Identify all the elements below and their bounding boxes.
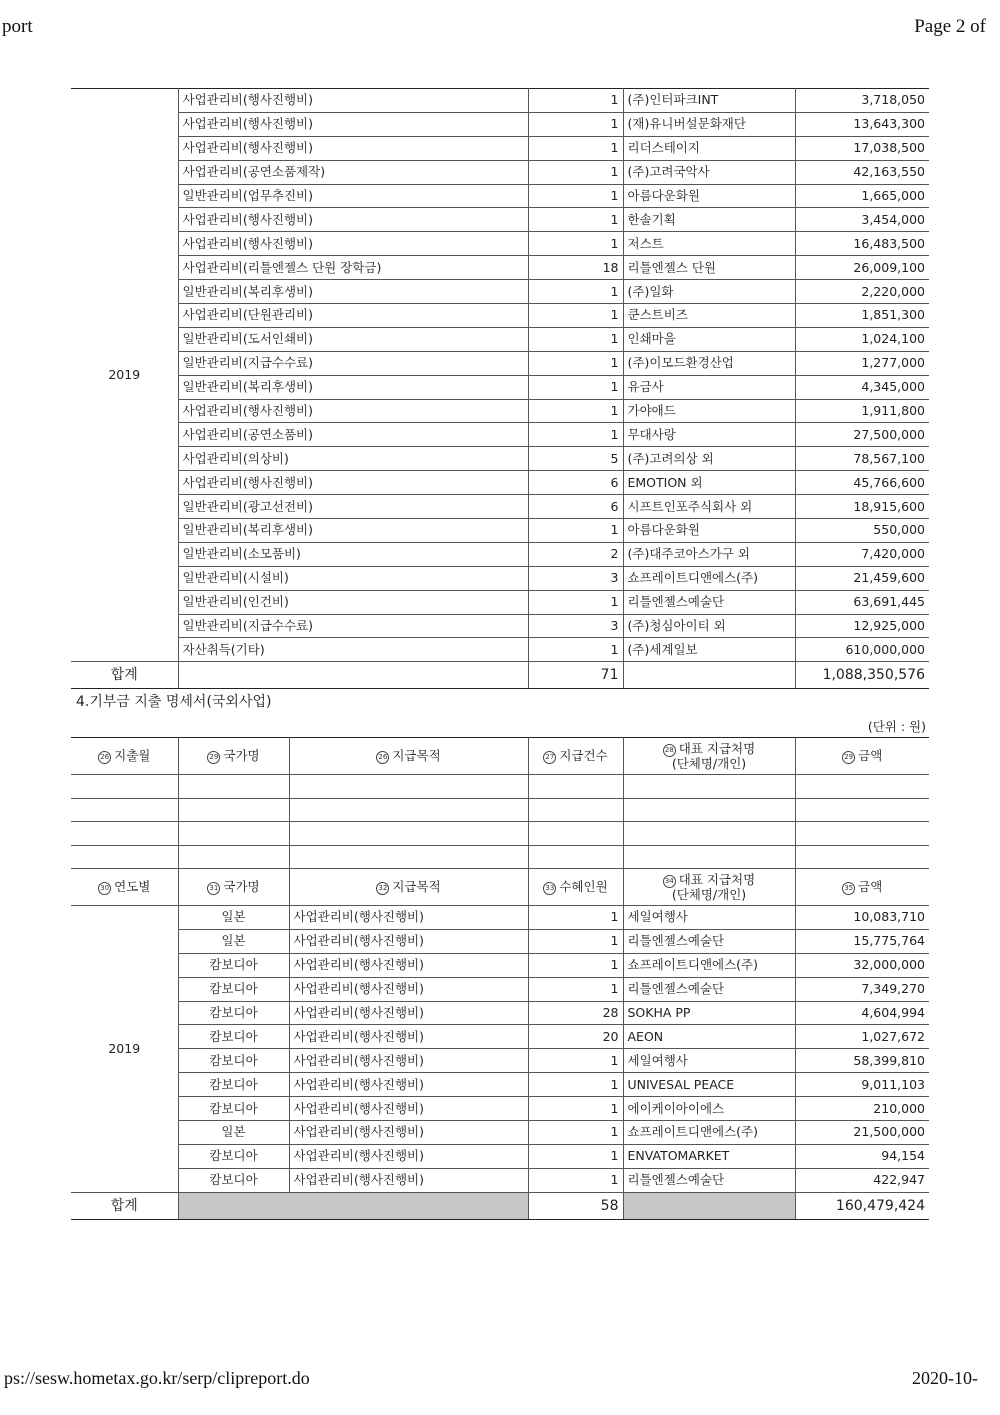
payee-cell: 리틀엔젤스 단원 [623, 256, 795, 280]
payee-cell: (주)세계일보 [623, 638, 795, 662]
amount-cell: 1,665,000 [795, 184, 929, 208]
purpose-cell: 사업관리비(행사진행비) [178, 232, 528, 256]
payee-cell: UNIVESAL PEACE [623, 1073, 795, 1097]
purpose-cell: 사업관리비(행사진행비) [178, 471, 528, 495]
count-cell: 1 [528, 1049, 623, 1073]
col-header-payee: 28 대표 지급처명 (단체명/개인) [623, 738, 795, 775]
country-cell: 일본 [178, 906, 289, 930]
purpose-cell: 일반관리비(소모품비) [178, 542, 528, 566]
purpose-cell: 사업관리비(행사진행비) [178, 399, 528, 423]
total-blank [623, 662, 795, 689]
total-label: 합계 [71, 1192, 178, 1219]
country-cell: 캄보디아 [178, 1168, 289, 1192]
count-cell: 1 [528, 399, 623, 423]
purpose-cell: 일반관리비(시설비) [178, 566, 528, 590]
count-cell: 1 [528, 423, 623, 447]
payee-cell: 리틀엔젤스예술단 [623, 590, 795, 614]
table-row [71, 327, 929, 351]
table-row [71, 929, 929, 953]
amount-cell: 7,349,270 [795, 977, 929, 1001]
total-row [71, 662, 929, 689]
purpose-cell: 일반관리비(인건비) [178, 590, 528, 614]
col-header-payee: 34 대표 지급처명 (단체명/개인) [623, 869, 795, 906]
empty-row [71, 845, 929, 869]
amount-cell: 550,000 [795, 519, 929, 543]
amount-cell: 9,011,103 [795, 1073, 929, 1097]
table-row [71, 495, 929, 519]
country-cell: 캄보디아 [178, 953, 289, 977]
col-header-country: 31 국가명 [178, 869, 289, 906]
count-cell: 1 [528, 638, 623, 662]
print-header-title: port [2, 16, 33, 37]
amount-cell: 16,483,500 [795, 232, 929, 256]
table-row [71, 977, 929, 1001]
section-title: 4.기부금 지출 명세서(국외사업) [76, 694, 272, 710]
count-cell: 1 [528, 112, 623, 136]
purpose-cell: 사업관리비(행사진행비) [289, 977, 528, 1001]
table-row [71, 590, 929, 614]
table-row [71, 906, 929, 930]
count-cell: 1 [528, 160, 623, 184]
col-header-month: 26 지출월 [71, 738, 178, 775]
count-cell: 1 [528, 136, 623, 160]
table-row [71, 89, 929, 113]
amount-cell: 42,163,550 [795, 160, 929, 184]
payee-cell: 아름다운화원 [623, 519, 795, 543]
table-row [71, 1025, 929, 1049]
payee-cell: 리틀엔젤스예술단 [623, 977, 795, 1001]
payee-cell: (주)인터파크INT [623, 89, 795, 113]
table-row [71, 638, 929, 662]
col-header-purpose: 26 지급목적 [289, 738, 528, 775]
total-label: 합계 [71, 662, 178, 689]
table-row [71, 1168, 929, 1192]
payee-cell: 저스트 [623, 232, 795, 256]
count-cell: 1 [528, 929, 623, 953]
purpose-cell: 사업관리비(행사진행비) [178, 136, 528, 160]
payee-cell: (주)청심아이티 외 [623, 614, 795, 638]
table-row [71, 423, 929, 447]
purpose-cell: 일반관리비(업무추진비) [178, 184, 528, 208]
amount-cell: 1,911,800 [795, 399, 929, 423]
table-row [71, 1049, 929, 1073]
count-cell: 1 [528, 351, 623, 375]
purpose-cell: 일반관리비(복리후생비) [178, 280, 528, 304]
col-header-purpose: 32 지급목적 [289, 869, 528, 906]
overseas-expense-table [71, 737, 929, 1220]
count-cell: 1 [528, 304, 623, 328]
purpose-cell: 사업관리비(행사진행비) [289, 1144, 528, 1168]
purpose-cell: 사업관리비(행사진행비) [289, 906, 528, 930]
amount-cell: 45,766,600 [795, 471, 929, 495]
col-header-beneficiaries: 33 수혜인원 [528, 869, 623, 906]
amount-cell: 15,775,764 [795, 929, 929, 953]
payee-cell: 유금사 [623, 375, 795, 399]
table-row [71, 112, 929, 136]
country-cell: 캄보디아 [178, 977, 289, 1001]
table-row [71, 304, 929, 328]
count-cell: 1 [528, 906, 623, 930]
count-cell: 1 [528, 280, 623, 304]
header-row-yearly [71, 869, 929, 906]
purpose-cell: 사업관리비(행사진행비) [289, 1097, 528, 1121]
amount-cell: 422,947 [795, 1168, 929, 1192]
total-amount: 1,088,350,576 [795, 662, 929, 689]
amount-cell: 610,000,000 [795, 638, 929, 662]
payee-cell: 가야애드 [623, 399, 795, 423]
amount-cell: 1,851,300 [795, 304, 929, 328]
amount-cell: 26,009,100 [795, 256, 929, 280]
count-cell: 18 [528, 256, 623, 280]
count-cell: 6 [528, 471, 623, 495]
amount-cell: 7,420,000 [795, 542, 929, 566]
count-cell: 1 [528, 184, 623, 208]
amount-cell: 12,925,000 [795, 614, 929, 638]
table-row [71, 208, 929, 232]
purpose-cell: 사업관리비(단원관리비) [178, 304, 528, 328]
total-amount: 160,479,424 [795, 1192, 929, 1219]
purpose-cell: 사업관리비(의상비) [178, 447, 528, 471]
purpose-cell: 일반관리비(광고선전비) [178, 495, 528, 519]
purpose-cell: 일반관리비(복리후생비) [178, 519, 528, 543]
print-header-page: Page 2 of [914, 16, 986, 37]
table-row [71, 375, 929, 399]
payee-cell: (주)고려의상 외 [623, 447, 795, 471]
count-cell: 6 [528, 495, 623, 519]
amount-cell: 94,154 [795, 1144, 929, 1168]
country-cell: 캄보디아 [178, 1025, 289, 1049]
col-header-amount: 35 금액 [795, 869, 929, 906]
payee-cell: (주)대주코아스가구 외 [623, 542, 795, 566]
amount-cell: 3,454,000 [795, 208, 929, 232]
payee-cell: 리더스테이지 [623, 136, 795, 160]
count-cell: 3 [528, 566, 623, 590]
purpose-cell: 사업관리비(행사진행비) [289, 1168, 528, 1192]
total-row [71, 1192, 929, 1219]
payee-cell: (주)고려국악사 [623, 160, 795, 184]
country-cell: 캄보디아 [178, 1097, 289, 1121]
payee-cell: 아름다운화원 [623, 184, 795, 208]
purpose-cell: 사업관리비(행사진행비) [289, 1049, 528, 1073]
count-cell: 1 [528, 89, 623, 113]
purpose-cell: 사업관리비(리틀엔젤스 단원 장학금) [178, 256, 528, 280]
payee-cell: 리틀엔젤스예술단 [623, 929, 795, 953]
table-row [71, 566, 929, 590]
country-cell: 일본 [178, 929, 289, 953]
amount-cell: 21,459,600 [795, 566, 929, 590]
amount-cell: 13,643,300 [795, 112, 929, 136]
payee-cell: 세일여행사 [623, 906, 795, 930]
domestic-expense-table [71, 88, 929, 689]
table-row [71, 1001, 929, 1025]
purpose-cell: 사업관리비(행사진행비) [289, 1025, 528, 1049]
count-cell: 20 [528, 1025, 623, 1049]
table-row [71, 184, 929, 208]
payee-cell: 무대사랑 [623, 423, 795, 447]
table-row [71, 256, 929, 280]
table-row [71, 136, 929, 160]
amount-cell: 17,038,500 [795, 136, 929, 160]
amount-cell: 21,500,000 [795, 1121, 929, 1145]
count-cell: 1 [528, 1121, 623, 1145]
table-row [71, 160, 929, 184]
amount-cell: 210,000 [795, 1097, 929, 1121]
purpose-cell: 일반관리비(도서인쇄비) [178, 327, 528, 351]
amount-cell: 78,567,100 [795, 447, 929, 471]
payee-cell: 세일여행사 [623, 1049, 795, 1073]
header-row-monthly [71, 738, 929, 775]
payee-cell: 쇼프레이트디앤에스(주) [623, 953, 795, 977]
country-cell: 캄보디아 [178, 1049, 289, 1073]
col-header-year: 30 연도별 [71, 869, 178, 906]
purpose-cell: 사업관리비(공연소품제작) [178, 160, 528, 184]
amount-cell: 10,083,710 [795, 906, 929, 930]
country-cell: 캄보디아 [178, 1001, 289, 1025]
payee-cell: 한솔기획 [623, 208, 795, 232]
count-cell: 1 [528, 1097, 623, 1121]
count-cell: 1 [528, 977, 623, 1001]
payee-cell: 쇼프레이트디앤에스(주) [623, 566, 795, 590]
amount-cell: 1,024,100 [795, 327, 929, 351]
purpose-cell: 일반관리비(지급수수료) [178, 351, 528, 375]
table-row [71, 471, 929, 495]
payee-cell: SOKHA PP [623, 1001, 795, 1025]
count-cell: 1 [528, 1168, 623, 1192]
table-row [71, 447, 929, 471]
total-count: 71 [528, 662, 623, 689]
col-header-country: 29 국가명 [178, 738, 289, 775]
empty-row [71, 775, 929, 799]
table-row [71, 1073, 929, 1097]
col-header-amount: 29 금액 [795, 738, 929, 775]
purpose-cell: 사업관리비(행사진행비) [178, 112, 528, 136]
payee-cell: (재)유니버설문화재단 [623, 112, 795, 136]
count-cell: 2 [528, 542, 623, 566]
table-row [71, 542, 929, 566]
total-shaded [623, 1192, 795, 1219]
purpose-cell: 자산취득(기타) [178, 638, 528, 662]
amount-cell: 1,027,672 [795, 1025, 929, 1049]
count-cell: 28 [528, 1001, 623, 1025]
payee-cell: 시프트인포주식회사 외 [623, 495, 795, 519]
payee-cell: 인쇄마을 [623, 327, 795, 351]
purpose-cell: 사업관리비(행사진행비) [289, 929, 528, 953]
country-cell: 일본 [178, 1121, 289, 1145]
empty-row [71, 822, 929, 846]
table-row [71, 232, 929, 256]
table-row [71, 953, 929, 977]
empty-row [71, 798, 929, 822]
payee-cell: ENVATOMARKET [623, 1144, 795, 1168]
table-row [71, 280, 929, 304]
count-cell: 5 [528, 447, 623, 471]
amount-cell: 1,277,000 [795, 351, 929, 375]
count-cell: 1 [528, 375, 623, 399]
count-cell: 1 [528, 519, 623, 543]
amount-cell: 2,220,000 [795, 280, 929, 304]
table-row [71, 519, 929, 543]
print-footer-url: ps://sesw.hometax.go.kr/serp/clipreport.do [4, 1368, 310, 1388]
table-row [71, 351, 929, 375]
total-blank [178, 662, 528, 689]
purpose-cell: 사업관리비(행사진행비) [289, 1073, 528, 1097]
table-row [71, 1121, 929, 1145]
amount-cell: 4,604,994 [795, 1001, 929, 1025]
count-cell: 1 [528, 953, 623, 977]
count-cell: 1 [528, 327, 623, 351]
count-cell: 3 [528, 614, 623, 638]
col-header-count: 27 지급건수 [528, 738, 623, 775]
country-cell: 캄보디아 [178, 1144, 289, 1168]
amount-cell: 58,399,810 [795, 1049, 929, 1073]
amount-cell: 18,915,600 [795, 495, 929, 519]
country-cell: 캄보디아 [178, 1073, 289, 1097]
count-cell: 1 [528, 208, 623, 232]
payee-cell: (주)일화 [623, 280, 795, 304]
count-cell: 1 [528, 1144, 623, 1168]
table-row [71, 399, 929, 423]
count-cell: 1 [528, 232, 623, 256]
amount-cell: 32,000,000 [795, 953, 929, 977]
payee-cell: 쿤스트비즈 [623, 304, 795, 328]
payee-cell: EMOTION 외 [623, 471, 795, 495]
year-cell: 2019 [71, 89, 178, 662]
table-row [71, 614, 929, 638]
purpose-cell: 사업관리비(행사진행비) [178, 208, 528, 232]
table-row [71, 1144, 929, 1168]
total-count: 58 [528, 1192, 623, 1219]
print-footer-date: 2020-10- [912, 1368, 978, 1388]
amount-cell: 3,718,050 [795, 89, 929, 113]
purpose-cell: 사업관리비(행사진행비) [289, 953, 528, 977]
count-cell: 1 [528, 1073, 623, 1097]
purpose-cell: 일반관리비(지급수수료) [178, 614, 528, 638]
total-shaded [178, 1192, 528, 1219]
payee-cell: 리틀엔젤스예술단 [623, 1168, 795, 1192]
purpose-cell: 사업관리비(공연소품비) [178, 423, 528, 447]
purpose-cell: 사업관리비(행사진행비) [289, 1121, 528, 1145]
payee-cell: 쇼프레이트디앤에스(주) [623, 1121, 795, 1145]
purpose-cell: 사업관리비(행사진행비) [289, 1001, 528, 1025]
table-row [71, 1097, 929, 1121]
year-cell: 2019 [71, 906, 178, 1193]
payee-cell: 에이케이아이에스 [623, 1097, 795, 1121]
purpose-cell: 일반관리비(복리후생비) [178, 375, 528, 399]
count-cell: 1 [528, 590, 623, 614]
amount-cell: 4,345,000 [795, 375, 929, 399]
unit-label: (단위 : 원) [867, 719, 926, 734]
payee-cell: AEON [623, 1025, 795, 1049]
amount-cell: 27,500,000 [795, 423, 929, 447]
purpose-cell: 사업관리비(행사진행비) [178, 89, 528, 113]
payee-cell: (주)이모드환경산업 [623, 351, 795, 375]
amount-cell: 63,691,445 [795, 590, 929, 614]
